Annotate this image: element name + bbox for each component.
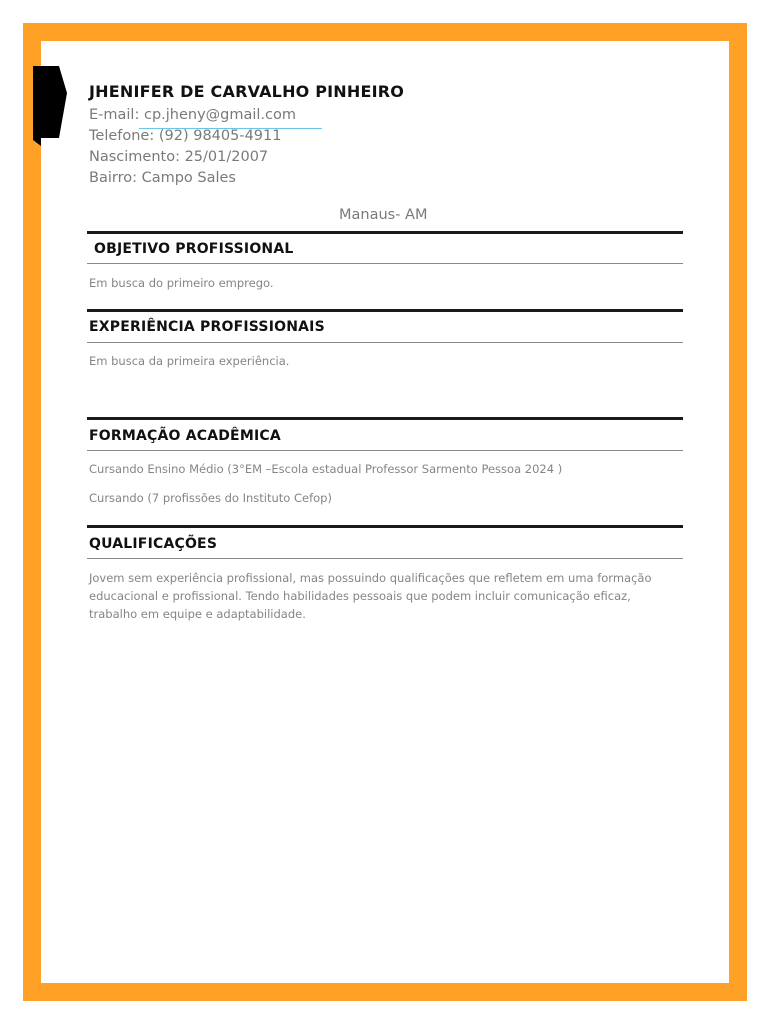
experience-bottom-rule bbox=[87, 342, 683, 343]
neighborhood-line: Bairro: Campo Sales bbox=[89, 170, 236, 186]
city-line: Manaus- AM bbox=[339, 207, 428, 223]
birth-line: Nascimento: 25/01/2007 bbox=[89, 149, 269, 165]
education-title: FORMAÇÃO ACADÊMICA bbox=[89, 428, 281, 444]
qualifications-title: QUALIFICAÇÕES bbox=[89, 536, 218, 552]
experience-title: EXPERIÊNCIA PROFISSIONAIS bbox=[89, 319, 325, 335]
objective-top-rule bbox=[87, 231, 683, 234]
email-label: E-mail: bbox=[89, 107, 144, 123]
qualifications-bottom-rule bbox=[87, 558, 683, 559]
black-tab-marker bbox=[33, 66, 67, 146]
email-address[interactable]: cp.jheny@gmail.com bbox=[143, 107, 297, 123]
education-bottom-rule bbox=[87, 450, 683, 451]
experience-top-rule bbox=[87, 309, 683, 312]
qualifications-top-rule bbox=[87, 525, 683, 528]
objective-bottom-rule bbox=[87, 263, 683, 264]
objective-text: Em busca do primeiro emprego. bbox=[89, 276, 274, 290]
phone-line: Telefone: (92) 98405-4911 bbox=[89, 128, 282, 144]
objective-title: OBJETIVO PROFISSIONAL bbox=[94, 241, 294, 257]
education-item: Cursando Ensino Médio (3°EM –Escola estadual Professor Sarmento Pessoa 2024 ) bbox=[89, 462, 563, 476]
email-line bbox=[89, 107, 296, 123]
candidate-name: JHENIFER DE CARVALHO PINHEIRO bbox=[89, 82, 405, 101]
education-item: Cursando (7 profissões do Instituto Cefop) bbox=[89, 491, 332, 505]
qualifications-text: Jovem sem experiência profissional, mas possuindo qualificações que refletem em uma formação educacional e profissional. Tendo habilidades pessoais que podem incluir comunicação eficaz, trabalho em equipe e adaptabilidade. bbox=[89, 571, 652, 621]
experience-text: Em busca da primeira experiência. bbox=[89, 354, 290, 368]
education-top-rule bbox=[87, 417, 683, 420]
